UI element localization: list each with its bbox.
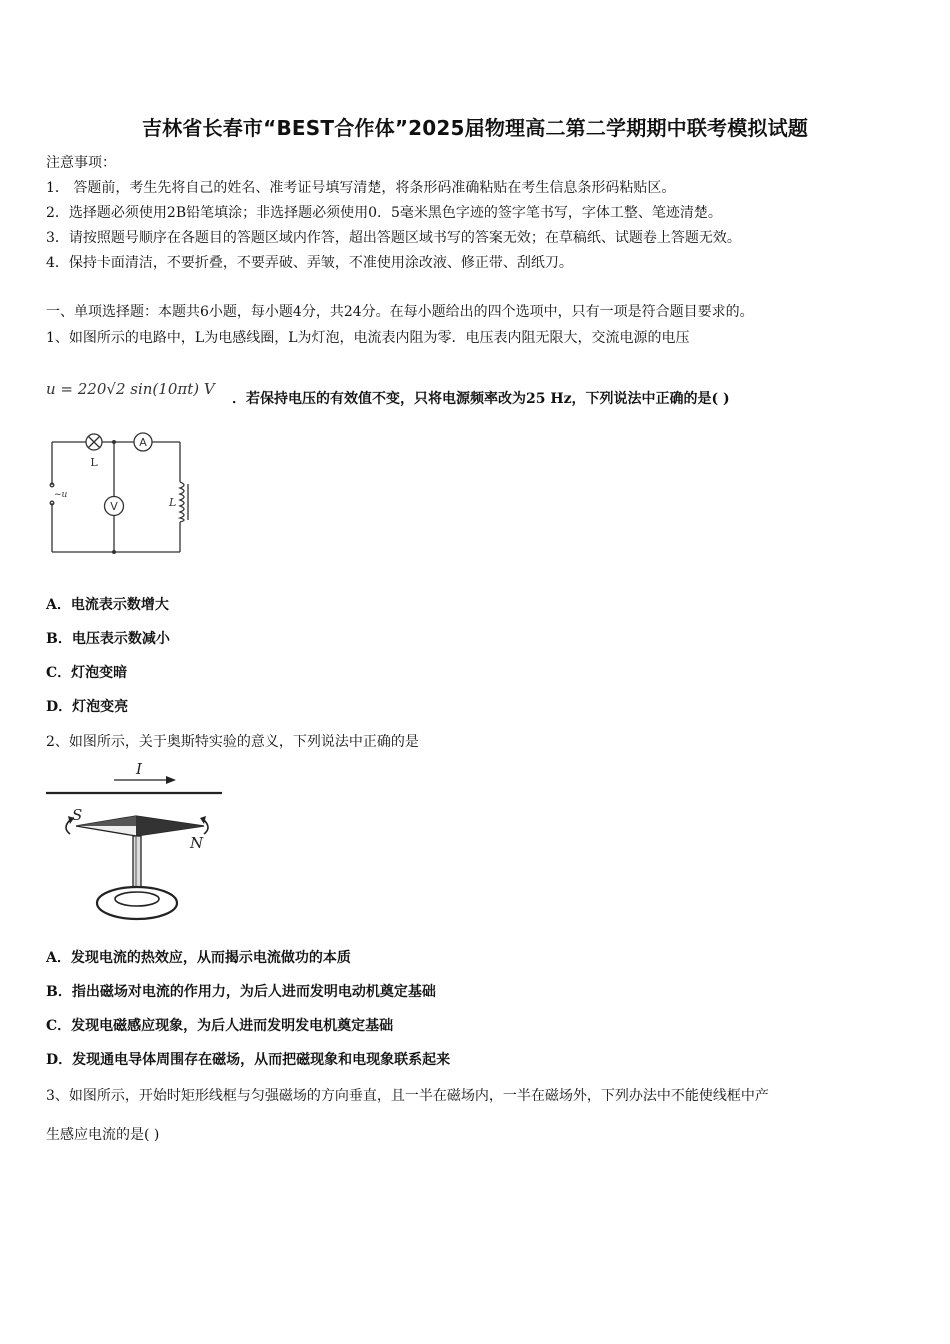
q2-oersted-diagram bbox=[44, 758, 229, 928]
option-text: 灯泡变亮 bbox=[72, 699, 129, 715]
option-text: 发现通电导体周围存在磁场，从而把磁现象和电现象联系起来 bbox=[72, 1052, 451, 1068]
q1-circuit-diagram bbox=[44, 430, 194, 560]
q2-stem: 2、如图所示，关于奥斯特实验的意义，下列说法中正确的是 bbox=[46, 734, 419, 750]
notes-heading: 注意事项： bbox=[46, 155, 116, 171]
option-label: B． bbox=[46, 631, 72, 647]
option-label: A． bbox=[46, 597, 71, 613]
option-label: C． bbox=[46, 665, 72, 681]
q2-option-b[interactable] bbox=[46, 981, 436, 1001]
option-label: D． bbox=[46, 699, 73, 715]
option-text: 电压表示数减小 bbox=[71, 631, 170, 647]
q1-formula: u = 220√2 sin(10πt) V bbox=[46, 380, 215, 398]
south-pole-label: S bbox=[72, 806, 83, 824]
current-label: I bbox=[136, 760, 142, 778]
option-text: 灯泡变暗 bbox=[71, 665, 128, 681]
q1-stem-continued: ．若保持电压的有效值不变，只将电源频率改为25 Hz，下列说法中正确的是( ) bbox=[232, 391, 730, 407]
q2-option-d[interactable] bbox=[46, 1049, 450, 1069]
q1-option-c[interactable] bbox=[46, 662, 127, 682]
note-item: 4．保持卡面清洁，不要折叠，不要弄破、弄皱，不准使用涂改液、修正带、刮纸刀。 bbox=[46, 255, 573, 271]
voltmeter-label: V bbox=[110, 500, 118, 513]
option-text: 发现电磁感应现象，为后人进而发明发电机奠定基础 bbox=[71, 1018, 394, 1034]
q1-stem: 1、如图所示的电路中，L为电感线圈，L为灯泡，电流表内阻为零．电压表内阻无限大，交流电源的电压 bbox=[46, 330, 690, 346]
q1-option-a[interactable] bbox=[46, 594, 169, 614]
ammeter-label: A bbox=[139, 436, 147, 449]
option-label: B． bbox=[46, 984, 72, 1000]
q3-stem: 3、如图所示，开始时矩形线框与匀强磁场的方向垂直，且一半在磁场内，一半在磁场外，下列办法中不能使线框中产 bbox=[46, 1088, 769, 1104]
section-heading: 一、单项选择题：本题共6小题，每小题4分，共24分。在每小题给出的四个选项中，只有一项是符合题目要求的。 bbox=[46, 304, 754, 320]
option-label: D． bbox=[46, 1052, 73, 1068]
q1-option-d[interactable] bbox=[46, 696, 128, 716]
option-label: C． bbox=[46, 1018, 72, 1034]
coil-label: L bbox=[169, 496, 177, 509]
q2-option-c[interactable] bbox=[46, 1015, 393, 1035]
option-text: 发现电流的热效应，从而揭示电流做功的本质 bbox=[70, 950, 351, 966]
q2-option-a[interactable] bbox=[46, 947, 351, 967]
option-label: A． bbox=[46, 950, 71, 966]
option-text: 指出磁场对电流的作用力，为后人进而发明电动机奠定基础 bbox=[71, 984, 436, 1000]
lamp-label: L bbox=[90, 456, 98, 469]
note-item: 1． 答题前，考生先将自己的姓名、准考证号填写清楚，将条形码准确粘贴在考生信息条形码粘贴区。 bbox=[46, 180, 676, 196]
q3-stem-continued: 生感应电流的是( ) bbox=[46, 1127, 160, 1143]
page-title: 吉林省长春市“BEST合作体”2025届物理高二第二学期期中联考模拟试题 bbox=[141, 116, 809, 140]
note-item: 2．选择题必须使用2B铅笔填涂；非选择题必须使用0．5毫米黑色字迹的签字笔书写，字体工整、笔迹清楚。 bbox=[46, 205, 722, 221]
q1-option-b[interactable] bbox=[46, 628, 170, 648]
source-label: ~u bbox=[54, 490, 68, 500]
note-item: 3．请按照题号顺序在各题目的答题区域内作答，超出答题区域书写的答案无效；在草稿纸、试题卷上答题无效。 bbox=[46, 230, 741, 246]
option-text: 电流表示数增大 bbox=[70, 597, 169, 613]
north-pole-label: N bbox=[190, 834, 204, 852]
